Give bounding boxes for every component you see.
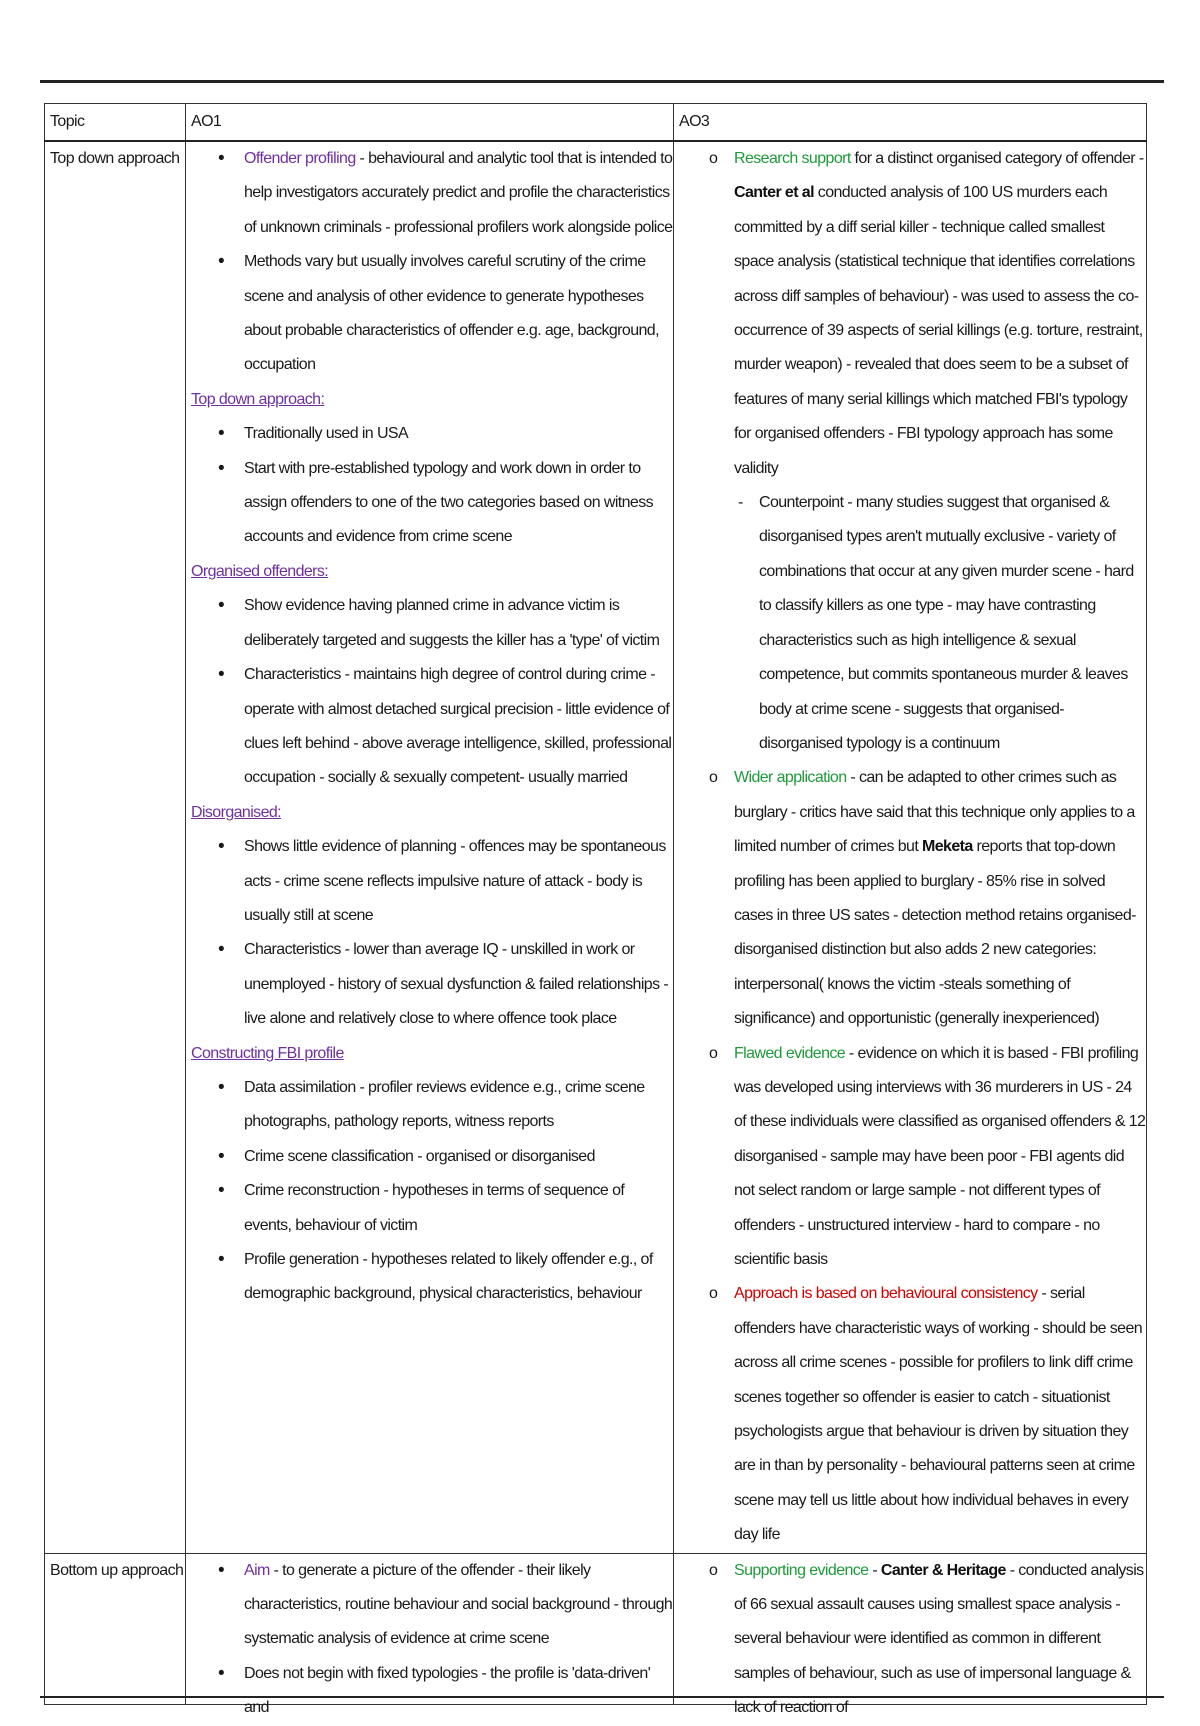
evaluation-item — [679, 1277, 1146, 1552]
item-text: - can be adapted to other crimes such as burglary - critics have said that this technique only applies to a limited number of crimes but — [734, 769, 1135, 856]
list-item — [191, 142, 673, 245]
eval-lead-wider-application: Wider application — [734, 769, 847, 787]
revision-notes-table — [44, 103, 1147, 1717]
ao1-cell — [186, 1553, 674, 1717]
ao3-evaluation-list — [679, 142, 1146, 1553]
evaluation-item — [679, 142, 1146, 761]
term-aim: Aim — [244, 1561, 270, 1579]
term-offender-profiling: Offender profiling — [244, 150, 356, 167]
header-rule — [40, 80, 1164, 83]
list-item: • Characteristics - maintains high degree of control during crime - operate with almost detached surgical precision - little evidence of clues left behind - above average intelligence, skilled, professional occupation - socially & sexually competent- usually married — [191, 658, 673, 796]
evaluation-item — [679, 761, 1146, 1036]
item-text: - conducted analysis of 66 sexual assault causes using smallest space analysis - several behaviour were identified as common in different samples of behaviour, such as use of impersonal language & lack of reaction of — [734, 1561, 1144, 1717]
header-topic: Topic — [45, 104, 186, 142]
item-text: - evidence on which it is based - FBI profiling was developed using interviews with 36 murderers in US - 24 of these individuals were classified as organised offenders & 12 disorganised - sample may have been poor - FBI agents did not select random or large sample - not different types of offenders - unstructured interview - hard to compare - no scientific basis — [734, 1044, 1146, 1268]
counterpoint-list — [734, 486, 1146, 761]
clipped-content — [679, 1554, 1146, 1717]
item-text: for a distinct organised category of offender - — [850, 150, 1144, 167]
eval-lead-research-support: Research support — [734, 150, 851, 167]
list-item: • Data assimilation - profiler reviews evidence e.g., crime scene photographs, pathology reports, witness reports — [191, 1071, 673, 1140]
item-text: Methods vary but usually involves careful scrutiny of the crime scene and analysis of other evidence to generate hypotheses about probable characteristics of offender e.g. age, background, occupation — [244, 253, 659, 374]
researcher-name: Canter & Heritage — [880, 1561, 1006, 1579]
eval-lead-behavioural-consistency: Approach is based on behavioural consistency — [734, 1285, 1038, 1303]
section-heading-organised: Organised offenders: — [191, 562, 329, 580]
list-marker: o — [709, 150, 718, 167]
item-text: - serial offenders have characteristic ways of working - should be seen across all crime scenes - possible for profilers to link diff crime scenes together so offender is easier to catch - situationist psychologists argue that behaviour is driven by situation they are in than by personality - behavioural patterns seen at crime scene may tell us little about how individual behaves in every day life — [734, 1285, 1143, 1544]
eval-lead-supporting-evidence: Supporting evidence — [734, 1561, 869, 1579]
list-item: • Crime reconstruction - hypotheses in terms of sequence of events, behaviour of victim — [191, 1174, 673, 1243]
item-text: reports that top-down profiling has been applied to burglary - 85% rise in solved cases in three US sates - detection method retains organised-disorganised distinction but also adds 2 new categories: interpersonal( knows the victim -steals something of significance) and opportunistic (generally inexperienced) — [734, 838, 1136, 1028]
topic-cell: Bottom up approach — [45, 1553, 186, 1704]
table-row-bottom-up — [45, 1553, 1147, 1704]
evaluation-item — [679, 1554, 1146, 1726]
item-text: Does not begin with fixed typologies - the profile is 'data-driven' and — [244, 1664, 651, 1717]
section-heading-disorganised: Disorganised: — [191, 803, 282, 821]
item-text: - to generate a picture of the offender - their likely characteristics, routine behaviour and social background - through systematic analysis of evidence at crime scene — [244, 1561, 673, 1648]
researcher-name: Canter et al — [734, 184, 814, 202]
ao3-bottom-up-list — [679, 1554, 1146, 1726]
section-list — [191, 589, 673, 795]
list-item: • Profile generation - hypotheses related to likely offender e.g., of demographic background, physical characteristics, behaviour — [191, 1243, 673, 1312]
eval-lead-flawed-evidence: Flawed evidence — [734, 1044, 846, 1062]
list-item: • Shows little evidence of planning - offences may be spontaneous acts - crime scene reflects impulsive nature of attack - body is usually still at scene — [191, 830, 673, 933]
list-marker: o — [709, 1561, 718, 1579]
list-marker: o — [709, 769, 718, 787]
section-list — [191, 1071, 673, 1312]
clipped-content — [191, 1554, 673, 1717]
footer-rule — [40, 1696, 1164, 1698]
list-item: • Show evidence having planned crime in advance victim is deliberately targeted and suggests the killer has a 'type' of victim — [191, 589, 673, 658]
ao1-bottom-up-list — [191, 1554, 673, 1726]
ao1-cell — [186, 141, 674, 1553]
section-heading-constructing-profile: Constructing FBI profile — [191, 1044, 344, 1062]
list-item: • Start with pre-established typology and work down in order to assign offenders to one of the two categories based on witness accounts and evidence from crime scene — [191, 452, 673, 555]
list-item — [191, 1657, 673, 1726]
list-item — [191, 1554, 673, 1657]
list-item: • Crime scene classification - organised or disorganised — [191, 1140, 673, 1174]
section-list — [191, 830, 673, 1036]
table-row-top-down — [45, 141, 1147, 1553]
counterpoint: - Counterpoint - many studies suggest that organised & disorganised types aren't mutually exclusive - variety of combinations that occur at any given murder scene - hard to classify killers as one type - may have contrasting characteristics such as high intelligence & sexual competence, but commits spontaneous murder & leaves body at crime scene - suggests that organised- disorganised typology is a continuum — [734, 486, 1146, 761]
header-ao3: AO3 — [674, 104, 1147, 142]
researcher-name: Meketa — [922, 838, 973, 856]
item-text: conducted analysis of 100 US murders each committed by a diff serial killer - technique called smallest space analysis (statistical technique that identifies correlations across diff samples of behaviour) - was used to assess the co-occurrence of 39 aspects of serial killings (e.g. torture, restraint, murder weapon) - revealed that does seem to be a subset of features of many serial killings which matched FBI's typology for organised offenders - FBI typology approach has some validity — [734, 184, 1143, 477]
item-separator: - — [868, 1561, 881, 1579]
topic-cell: Top down approach — [45, 141, 186, 1553]
ao3-cell — [674, 1553, 1147, 1717]
list-item: • Traditionally used in USA — [191, 417, 673, 451]
section-list — [191, 417, 673, 555]
ao3-cell — [674, 141, 1147, 1553]
list-item — [191, 245, 673, 383]
header-row — [45, 104, 1147, 142]
evaluation-item — [679, 1037, 1146, 1278]
list-marker: o — [709, 1044, 718, 1062]
header-ao1: AO1 — [186, 104, 674, 142]
item-text: - behavioural and analytic tool that is intended to help investigators accurately predict and profile the characteristics of unknown criminals - professional profilers work alongside police — [244, 150, 673, 236]
section-heading-top-down: Top down approach: — [191, 390, 325, 408]
list-item: • Characteristics - lower than average IQ - unskilled in work or unemployed - history of sexual dysfunction & failed relationships - live alone and relatively close to where offence took place — [191, 933, 673, 1036]
ao1-intro-list — [191, 142, 673, 383]
list-marker: o — [709, 1285, 718, 1303]
